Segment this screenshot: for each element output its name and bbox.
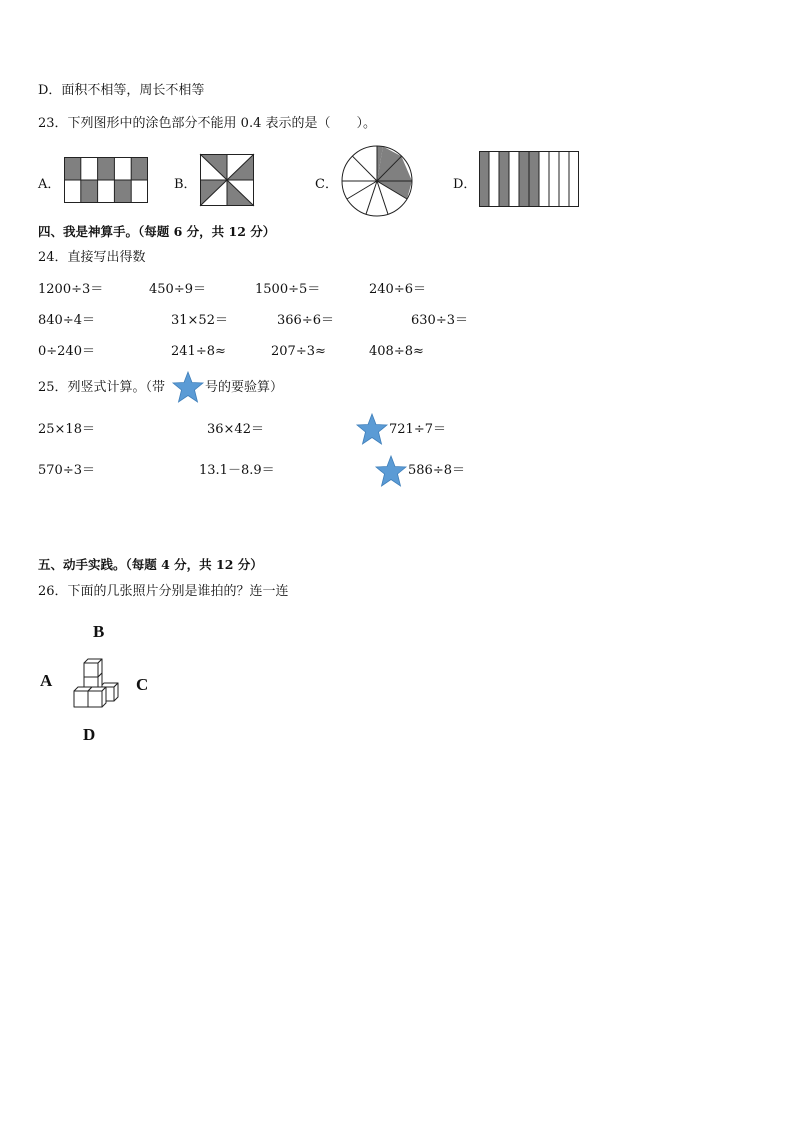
q24-item: 630÷3＝ [411, 313, 468, 328]
q23-stem: 23．下列图形中的涂色部分不能用 0.4 表示的是（ ）。 [38, 116, 376, 131]
q23-figure-a [64, 157, 148, 203]
q26-stem: 26．下面的几张照片分别是谁拍的？连一连 [38, 584, 289, 599]
q25-item: 721÷7＝ [389, 422, 446, 437]
star-icon [375, 455, 407, 488]
q22-option-d: D．面积不相等，周长不相等 [38, 83, 205, 98]
q23-figure-c [340, 145, 414, 217]
q25-item: 36×42＝ [207, 422, 264, 437]
q25-item: 570÷3＝ [38, 463, 95, 478]
section5-title: 五、动手实践。（每题 4 分，共 12 分） [38, 557, 263, 572]
q23-figure-d [479, 151, 579, 207]
view-label-d: D [83, 725, 96, 744]
q24-item: 366÷6＝ [277, 313, 334, 328]
q23-option-a-label: A． [38, 177, 61, 192]
view-label-c: C [136, 675, 149, 694]
q23-option-d-label: D． [453, 177, 477, 192]
q24-item: 1200÷3＝ [38, 282, 104, 297]
q24-item: 408÷8≈ [369, 344, 424, 359]
q24-item: 31×52＝ [171, 313, 228, 328]
section4-title: 四、我是神算手。（每题 6 分，共 12 分） [38, 224, 276, 239]
q24-item: 241÷8≈ [171, 344, 226, 359]
q23-figure-b [200, 154, 254, 206]
view-label-b: B [93, 622, 105, 641]
q24-item: 1500÷5＝ [255, 282, 321, 297]
q25-item: 586÷8＝ [408, 463, 465, 478]
star-icon [172, 371, 204, 404]
q25-item: 13.1－8.9＝ [199, 463, 275, 478]
q24-item: 450÷9＝ [149, 282, 206, 297]
q25-stem-after: 号的要验算） [205, 380, 284, 395]
view-label-a: A [40, 671, 53, 690]
q24-item: 207÷3≈ [271, 344, 326, 359]
q24-stem: 24．直接写出得数 [38, 250, 146, 265]
q25-stem-before: 25．列竖式计算。（带 [38, 380, 166, 395]
q23-option-b-label: B． [174, 177, 197, 192]
q24-item: 840÷4＝ [38, 313, 95, 328]
q24-item: 240÷6＝ [369, 282, 426, 297]
q24-item: 0÷240＝ [38, 344, 95, 359]
star-icon [356, 413, 388, 446]
q23-option-c-label: C． [315, 177, 338, 192]
cube-stack-figure [72, 657, 122, 711]
q25-item: 25×18＝ [38, 422, 95, 437]
